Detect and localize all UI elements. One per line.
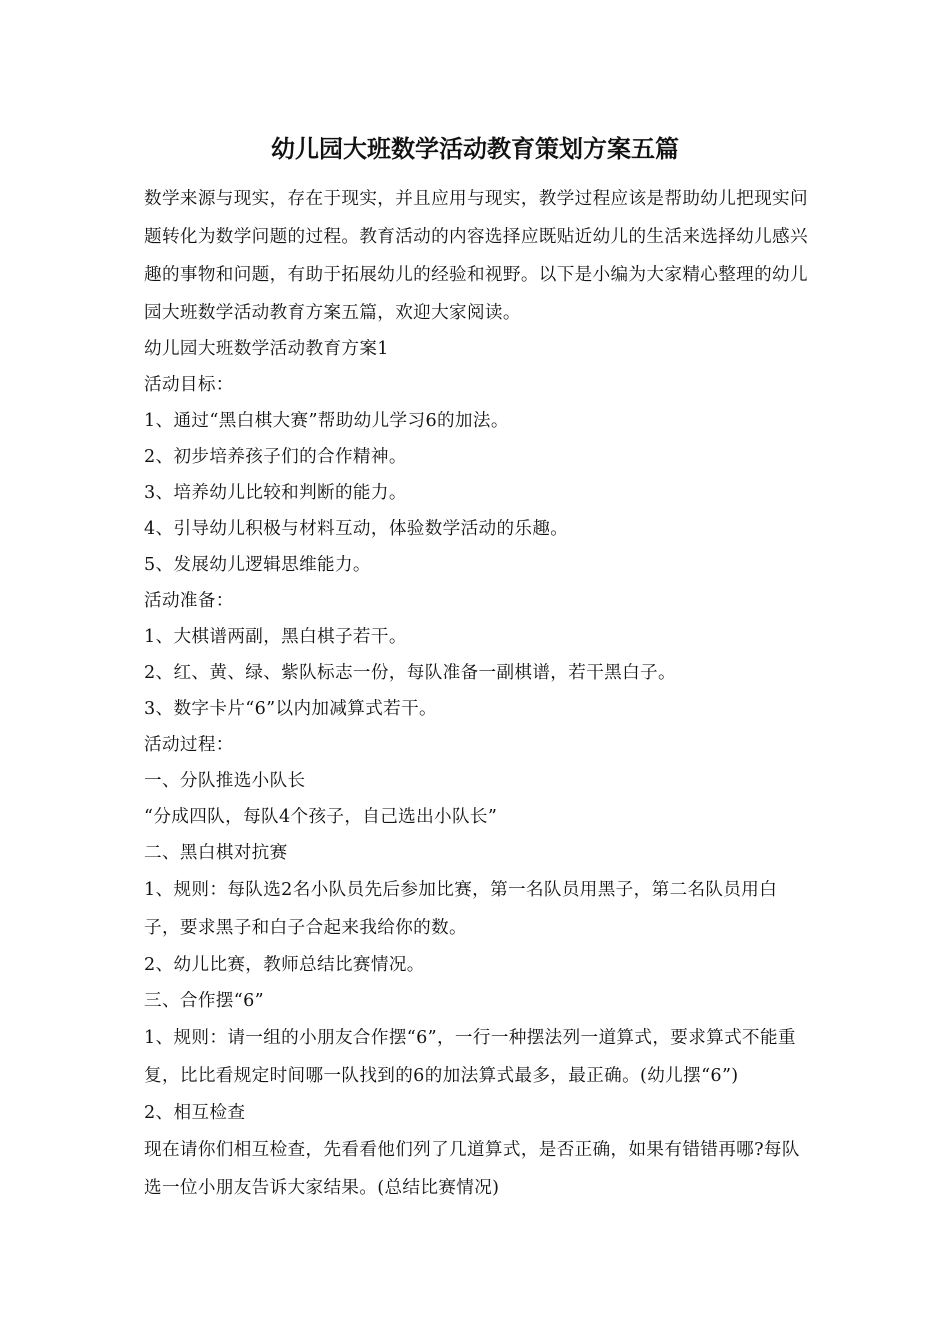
process-step: 一、分队推选小队长 [144, 771, 306, 791]
intro-paragraph: 数学来源与现实，存在于现实，并且应用与现实，教学过程应该是帮助幼儿把现实问题转化为数学问题的过程。教育活动的内容选择应既贴近幼儿的生活来选择幼儿感兴趣的事物和问题，有助于拓展幼儿的经验和视野。以下是小编为大家精心整理的幼儿园大班数学活动教育方案五篇，欢迎大家阅读。 [144, 189, 808, 323]
subheading-process: 活动过程： [144, 735, 234, 755]
goal-item: 1、通过“黑白棋大赛”帮助幼儿学习6的加法。 [144, 411, 509, 431]
process-item: 2、相互检查 [144, 1103, 246, 1123]
goal-item: 2、初步培养孩子们的合作精神。 [144, 447, 407, 467]
subheading-goals: 活动目标： [144, 375, 234, 395]
preparation-item: 3、数字卡片“6”以内加减算式若干。 [144, 699, 437, 719]
process-step: 二、黑白棋对抗赛 [144, 843, 288, 863]
preparation-item: 1、大棋谱两副，黑白棋子若干。 [144, 627, 407, 647]
goal-item: 4、引导幼儿积极与材料互动，体验数学活动的乐趣。 [144, 519, 569, 539]
document-title: 幼儿园大班数学活动教育策划方案五篇 [271, 134, 679, 163]
section-heading: 幼儿园大班数学活动教育方案1 [144, 339, 389, 359]
document-body [144, 331, 812, 1207]
process-item: 2、幼儿比赛，教师总结比赛情况。 [144, 955, 425, 975]
preparation-item: 2、红、黄、绿、紫队标志一份，每队准备一副棋谱，若干黑白子。 [144, 663, 676, 683]
subheading-preparation: 活动准备： [144, 591, 234, 611]
rule-paragraph: 1、规则：请一组的小朋友合作摆“6”，一行一种摆法列一道算式，要求算式不能重复，比比看规定时间哪一队找到的6的加法算式最多，最正确。(幼儿摆“6”) [144, 1028, 796, 1086]
process-quote: “分成四队，每队4个孩子，自己选出小队长” [144, 807, 498, 827]
goal-item: 3、培养幼儿比较和判断的能力。 [144, 483, 407, 503]
process-step: 三、合作摆“6” [144, 991, 264, 1011]
goal-item: 5、发展幼儿逻辑思维能力。 [144, 555, 371, 575]
rule-paragraph: 1、规则：每队选2名小队员先后参加比赛，第一名队员用黑子，第二名队员用白子，要求黑子和白子合起来我给你的数。 [144, 880, 778, 938]
check-paragraph: 现在请你们相互检查，先看看他们列了几道算式，是否正确，如果有错错再哪?每队选一位小朋友告诉大家结果。(总结比赛情况) [144, 1140, 800, 1198]
